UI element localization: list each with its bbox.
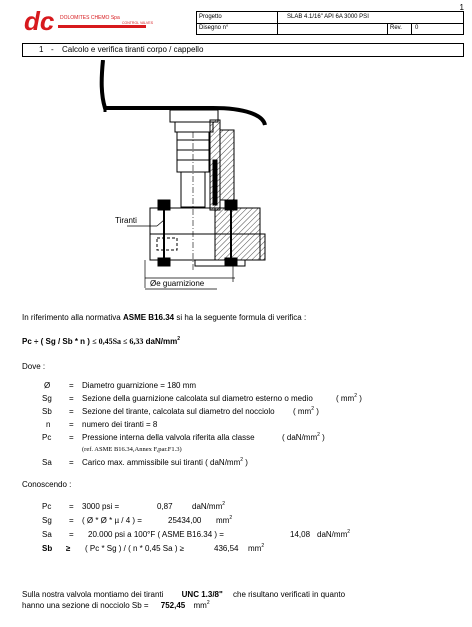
def-text: Pressione interna della valvola riferita alla classe — [82, 433, 255, 442]
def-symbol: Sb — [42, 407, 52, 416]
intro-prefix: In riferimento alla normativa — [22, 313, 121, 322]
def-text: Sezione della guarnizione calcolata sul diametro esterno o medio — [82, 394, 313, 403]
progetto-label: Progetto — [199, 14, 222, 20]
rev-value: 0 — [415, 25, 419, 31]
def-eq: = — [69, 381, 74, 390]
conoscendo-label: Conoscendo : — [22, 480, 72, 489]
conclusion-line-1 — [22, 590, 345, 600]
def-symbol: Sa — [42, 458, 52, 467]
val-eq: = — [69, 530, 74, 539]
def-eq: = — [69, 407, 74, 416]
def-reference-text: (ref. ASME B16.34,Annex F,par.F1.3) — [82, 446, 182, 453]
def-unit: ( $mm^2$ ) — [293, 406, 319, 416]
formula-unit-exp: 2 — [177, 336, 180, 342]
def-unit: ( $mm^2$ ) — [336, 393, 362, 403]
section-dash: - — [51, 45, 54, 54]
val-eq: = — [69, 516, 74, 525]
conclusion-prefix: Sulla nostra valvola montiamo dei tiranti — [22, 590, 164, 599]
dove-label: Dove : — [22, 362, 46, 371]
val-result: 0,87 — [157, 502, 173, 511]
val-result: 14,08 — [290, 530, 311, 539]
bolt-spec: UNC 1.3/8" — [181, 590, 223, 599]
intro-suffix: si ha la seguente formula di verifica : — [176, 313, 307, 322]
def-text: Carico max. ammissibile sui tiranti ( daN/$mm^2$ ) — [82, 457, 248, 467]
def-text: Sezione del tirante, calcolata sul diametro del nocciolo — [82, 407, 275, 416]
val-symbol: Sa — [42, 530, 52, 539]
def-text: Diametro guarnizione = 180 mm — [82, 381, 197, 390]
section-title: Calcolo e verifica tiranti corpo / cappello — [62, 45, 204, 54]
title-block — [196, 11, 464, 35]
val-eq: = — [69, 502, 74, 511]
val-symbol: Sg — [42, 516, 52, 525]
val-eq: ≥ — [66, 544, 71, 553]
verification-formula — [22, 337, 180, 347]
section-number: 1 — [39, 45, 44, 54]
label-tiranti: Tiranti — [115, 216, 137, 225]
formula-unit: daN/mm — [145, 337, 178, 346]
def-unit: ( daN/$mm^2$ ) — [282, 432, 325, 442]
page-number: 1 — [459, 3, 464, 12]
intro-line — [22, 313, 306, 323]
def-eq: = — [69, 433, 74, 442]
conclusion-line-2 — [22, 601, 210, 611]
formula-left: Pc ÷ ( Sg / Sb * n ) — [22, 337, 90, 346]
val-result: 25434,00 — [168, 516, 202, 525]
val-symbol: Sb — [42, 544, 53, 553]
title-block-row-disegno — [197, 23, 463, 34]
logo-company-line: DOLOMITES CHEMO Spa — [60, 15, 120, 21]
conclusion-suffix: che risultano verificati in quanto — [233, 590, 346, 599]
def-symbol: Ø — [44, 381, 51, 390]
def-eq: = — [69, 394, 74, 403]
val-result: 436,54 — [214, 544, 239, 553]
def-symbol: Pc — [42, 433, 52, 442]
def-symbol: n — [46, 420, 51, 429]
section-heading — [22, 43, 464, 57]
valve-cross-section-drawing — [95, 60, 270, 295]
valve-drawing-svg — [95, 60, 270, 295]
label-gasket-diameter: Øe guarnizione — [150, 279, 205, 288]
val-unit: daN/$mm^2$ — [317, 529, 351, 539]
dc-logo-mark — [22, 10, 192, 32]
val-unit: daN/$mm^2$ — [192, 501, 226, 511]
logo-swoosh-bar — [58, 25, 146, 28]
intro-standard: ASME B16.34 — [122, 313, 175, 322]
disegno-label: Disegno n° — [199, 25, 229, 31]
val-expr: ( Pc * Sg ) / ( n * 0,45 Sa ) ≥ — [85, 544, 185, 553]
sb-value: 752,45 — [160, 601, 186, 610]
formula-mid: ≤ 0,45Sa ≤ 6,33 — [92, 337, 144, 346]
def-symbol: Sg — [42, 394, 52, 403]
def-eq: = — [69, 420, 74, 429]
company-logo — [22, 10, 192, 32]
logo-letters: dc — [24, 10, 55, 32]
sb-unit: $mm^2$ — [193, 600, 210, 610]
val-unit: $mm^2$ — [248, 543, 265, 553]
progetto-value: SLAB 4.1/16" API 6A 3000 PSI — [287, 14, 369, 20]
rev-label: Rev. — [390, 25, 402, 31]
def-eq: = — [69, 458, 74, 467]
val-symbol: Pc — [42, 502, 52, 511]
def-text: numero dei tiranti = 8 — [82, 420, 158, 429]
val-expr: 20.000 psi a 100°F ( ASME B16.34 ) = — [88, 530, 224, 539]
val-expr: 3000 psi = — [82, 502, 120, 511]
val-unit: $mm^2$ — [216, 515, 233, 525]
logo-tagline: CONTROL VALVES — [122, 21, 154, 25]
val-expr: ( Ø * Ø * µ / 4 ) = — [82, 516, 142, 525]
conclusion-sb-prefix: hanno una sezione di nocciolo Sb = — [22, 601, 149, 610]
